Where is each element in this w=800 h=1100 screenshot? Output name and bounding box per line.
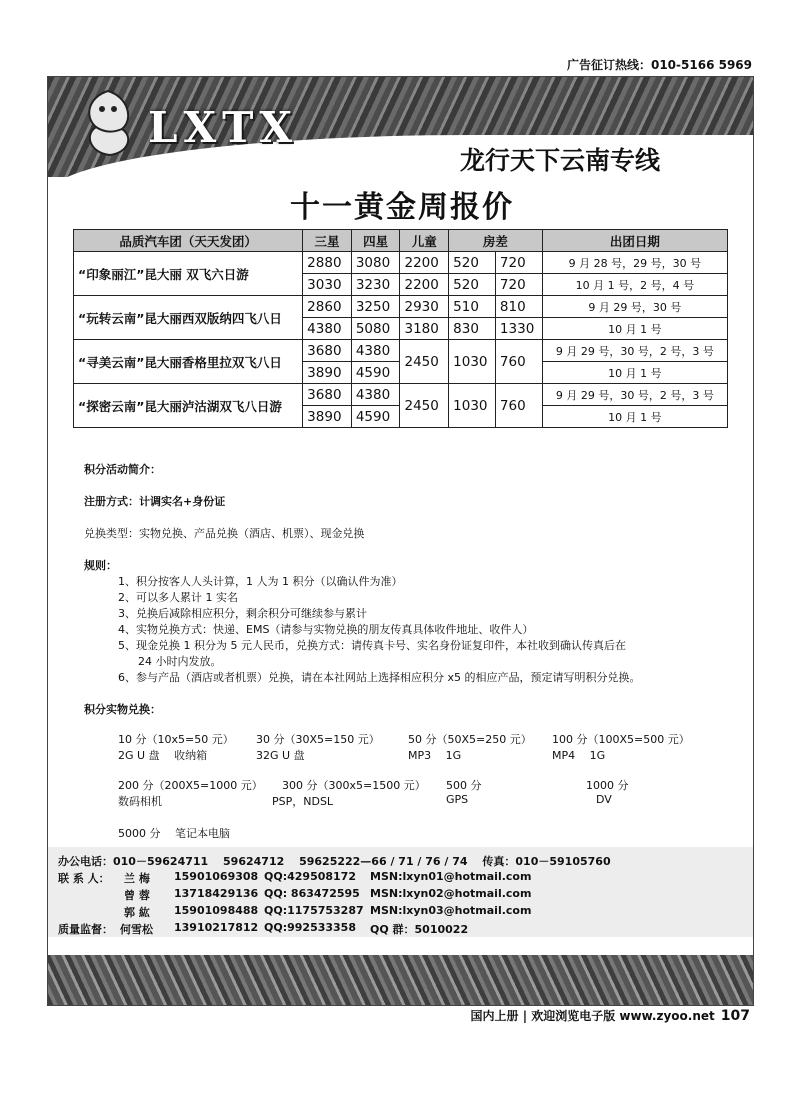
- price-table: [73, 229, 728, 428]
- col-child: 儿童: [400, 230, 449, 252]
- price-four: 3230: [351, 274, 400, 296]
- col-route: 品质汽车团（天天发团）: [74, 230, 303, 252]
- table-header-row: [74, 230, 728, 252]
- bottom-banner: [48, 955, 753, 1005]
- room-diff-a: 1030: [449, 340, 496, 384]
- price-three: 3680: [303, 340, 352, 362]
- supervisor-label: 质量监督：: [58, 923, 113, 936]
- room-diff-b: 720: [495, 274, 542, 296]
- price-three: 2880: [303, 252, 352, 274]
- route-name: “探密云南”昆大丽泸沽湖双飞八日游: [74, 384, 303, 428]
- price-three: 3030: [303, 274, 352, 296]
- prize-item: 32G U 盘: [256, 749, 305, 762]
- prize-points: 50 分（50X5=250 元）: [408, 733, 532, 746]
- contact-msn: MSN:lxyn01@hotmail.com: [370, 870, 532, 883]
- prize-points: 300 分（300x5=1500 元）: [282, 779, 426, 792]
- exchange-types: 兑换类型：实物兑换、产品兑换（酒店、机票）、现金兑换: [84, 527, 365, 540]
- departure-date: 9 月 29 号，30 号，2 号，3 号: [542, 340, 727, 362]
- contact-qq: QQ:1175753287: [264, 904, 364, 917]
- prize-item: MP3 1G: [408, 749, 462, 762]
- supervisor-phone: 13910217812: [174, 921, 259, 934]
- price-child: 3180: [400, 318, 449, 340]
- main-title: 十一黄金周报价: [290, 190, 514, 225]
- room-diff-a: 520: [449, 252, 496, 274]
- room-diff-a: 520: [449, 274, 496, 296]
- price-three: 4380: [303, 318, 352, 340]
- rule-item: 2、可以多人累计 1 实名: [118, 591, 238, 604]
- price-child: 2200: [400, 274, 449, 296]
- prize-item: DV: [596, 793, 612, 806]
- footer: [471, 1007, 750, 1024]
- departure-date: 10 月 1 号: [542, 318, 727, 340]
- supervisor-qq: QQ:992533358: [264, 921, 356, 934]
- departure-date: 10 月 1 号: [542, 406, 727, 428]
- contact-msn: MSN:lxyn02@hotmail.com: [370, 887, 532, 900]
- rule-item: 1、积分按客人人头计算，1 人为 1 积分（以确认件为准）: [118, 575, 403, 588]
- room-diff-a: 1030: [449, 384, 496, 428]
- ad-frame: [47, 76, 754, 1006]
- contact-name: 兰 梅: [124, 872, 150, 885]
- route-name: “印象丽江”昆大丽 双飞六日游: [74, 252, 303, 296]
- departure-date: 9 月 28 号，29 号，30 号: [542, 252, 727, 274]
- prize-item: 2G U 盘 收纳箱: [118, 749, 208, 762]
- price-four: 4380: [351, 384, 400, 406]
- contact-phone: 15901069308: [174, 870, 259, 883]
- room-diff-b: 1330: [495, 318, 542, 340]
- rule-item: 3、兑换后减除相应积分，剩余积分可继续参与累计: [118, 607, 367, 620]
- prize-points: 200 分（200X5=1000 元）: [118, 779, 263, 792]
- rule-item: 4、实物兑换方式：快递、EMS（请参与实物兑换的朋友传真具体收件地址、收件人）: [118, 623, 534, 636]
- price-four: 3250: [351, 296, 400, 318]
- office-phone: 办公电话：010－59624711 59624712 59625222—66 / 71 / 76 / 74 传真：010－59105760: [58, 855, 611, 868]
- contact-name: 曾 蓉: [124, 889, 150, 902]
- prize-points: 30 分（30X5=150 元）: [256, 733, 380, 746]
- line-title: 龙行天下云南专线: [460, 146, 661, 175]
- departure-date: 10 月 1 号: [542, 362, 727, 384]
- route-name: “寻美云南”昆大丽香格里拉双飞八日: [74, 340, 303, 384]
- goods-title: 积分实物兑换：: [84, 703, 161, 716]
- table-row: [74, 384, 728, 406]
- room-diff-b: 760: [495, 384, 542, 428]
- prize-points: 5000 分 笔记本电脑: [118, 827, 230, 840]
- table-row: [74, 296, 728, 318]
- supervisor-name: 何雪松: [120, 923, 153, 936]
- table-row: [74, 340, 728, 362]
- price-child: 2450: [400, 384, 449, 428]
- contact-label: 联 系 人：: [58, 872, 110, 885]
- price-child: 2200: [400, 252, 449, 274]
- departure-date: 9 月 29 号，30 号: [542, 296, 727, 318]
- departure-date: 10 月 1 号，2 号，4 号: [542, 274, 727, 296]
- price-four: 4590: [351, 406, 400, 428]
- prize-item: MP4 1G: [552, 749, 606, 762]
- departure-date: 9 月 29 号，30 号，2 号，3 号: [542, 384, 727, 406]
- prize-points: 1000 分: [586, 779, 629, 792]
- contact-panel: [48, 847, 753, 937]
- price-three: 2860: [303, 296, 352, 318]
- price-four: 5080: [351, 318, 400, 340]
- qq-group: QQ 群：5010022: [370, 923, 469, 936]
- contact-qq: QQ: 863472595: [264, 887, 360, 900]
- rules-title: 规则：: [84, 559, 117, 572]
- page-number: 107: [720, 1008, 750, 1024]
- hotline: 广告征订热线：010-5166 5969: [566, 58, 752, 72]
- room-diff-b: 760: [495, 340, 542, 384]
- prize-points: 500 分: [446, 779, 482, 792]
- prize-item: 数码相机: [118, 795, 162, 808]
- dragon-icon: [76, 87, 140, 159]
- price-three: 3890: [303, 406, 352, 428]
- table-row: [74, 252, 728, 274]
- rule-item: 6、参与产品（酒店或者机票）兑换，请在本社网站上选择相应积分 x5 的相应产品，预定请写明积分兑换。: [118, 671, 641, 684]
- points-intro: 积分活动简介：: [84, 463, 161, 476]
- footer-text: 国内上册 | 欢迎浏览电子版 www.zyoo.net: [470, 1009, 715, 1023]
- col-departure-date: 出团日期: [542, 230, 727, 252]
- contact-phone: 15901098488: [174, 904, 259, 917]
- col-room-diff: 房差: [449, 230, 543, 252]
- price-three: 3890: [303, 362, 352, 384]
- brand-logo: LXTX: [148, 103, 298, 152]
- room-diff-b: 720: [495, 252, 542, 274]
- price-four: 4590: [351, 362, 400, 384]
- price-three: 3680: [303, 384, 352, 406]
- register-method: 注册方式：计调实名+身份证: [84, 495, 226, 508]
- price-four: 3080: [351, 252, 400, 274]
- prize-item: GPS: [446, 793, 469, 806]
- contact-phone: 13718429136: [174, 887, 259, 900]
- price-child: 2930: [400, 296, 449, 318]
- room-diff-b: 810: [495, 296, 542, 318]
- col-three-star: 三星: [303, 230, 352, 252]
- contact-msn: MSN:lxyn03@hotmail.com: [370, 904, 532, 917]
- room-diff-a: 830: [449, 318, 496, 340]
- room-diff-a: 510: [449, 296, 496, 318]
- rule-item: 5、现金兑换 1 积分为 5 元人民币，兑换方式：请传真卡号、实名身份证复印件，本社收到确认传真后在: [118, 639, 626, 652]
- contact-qq: QQ:429508172: [264, 870, 356, 883]
- prize-item: PSP，NDSL: [272, 795, 334, 808]
- prize-points: 100 分（100X5=500 元）: [552, 733, 690, 746]
- prize-points: 10 分（10x5=50 元）: [118, 733, 234, 746]
- contact-name: 郭 紘: [124, 906, 150, 919]
- rule-item: 24 小时内发放。: [138, 655, 222, 668]
- col-four-star: 四星: [351, 230, 400, 252]
- price-child: 2450: [400, 340, 449, 384]
- route-name: “玩转云南”昆大丽西双版纳四飞八日: [74, 296, 303, 340]
- price-four: 4380: [351, 340, 400, 362]
